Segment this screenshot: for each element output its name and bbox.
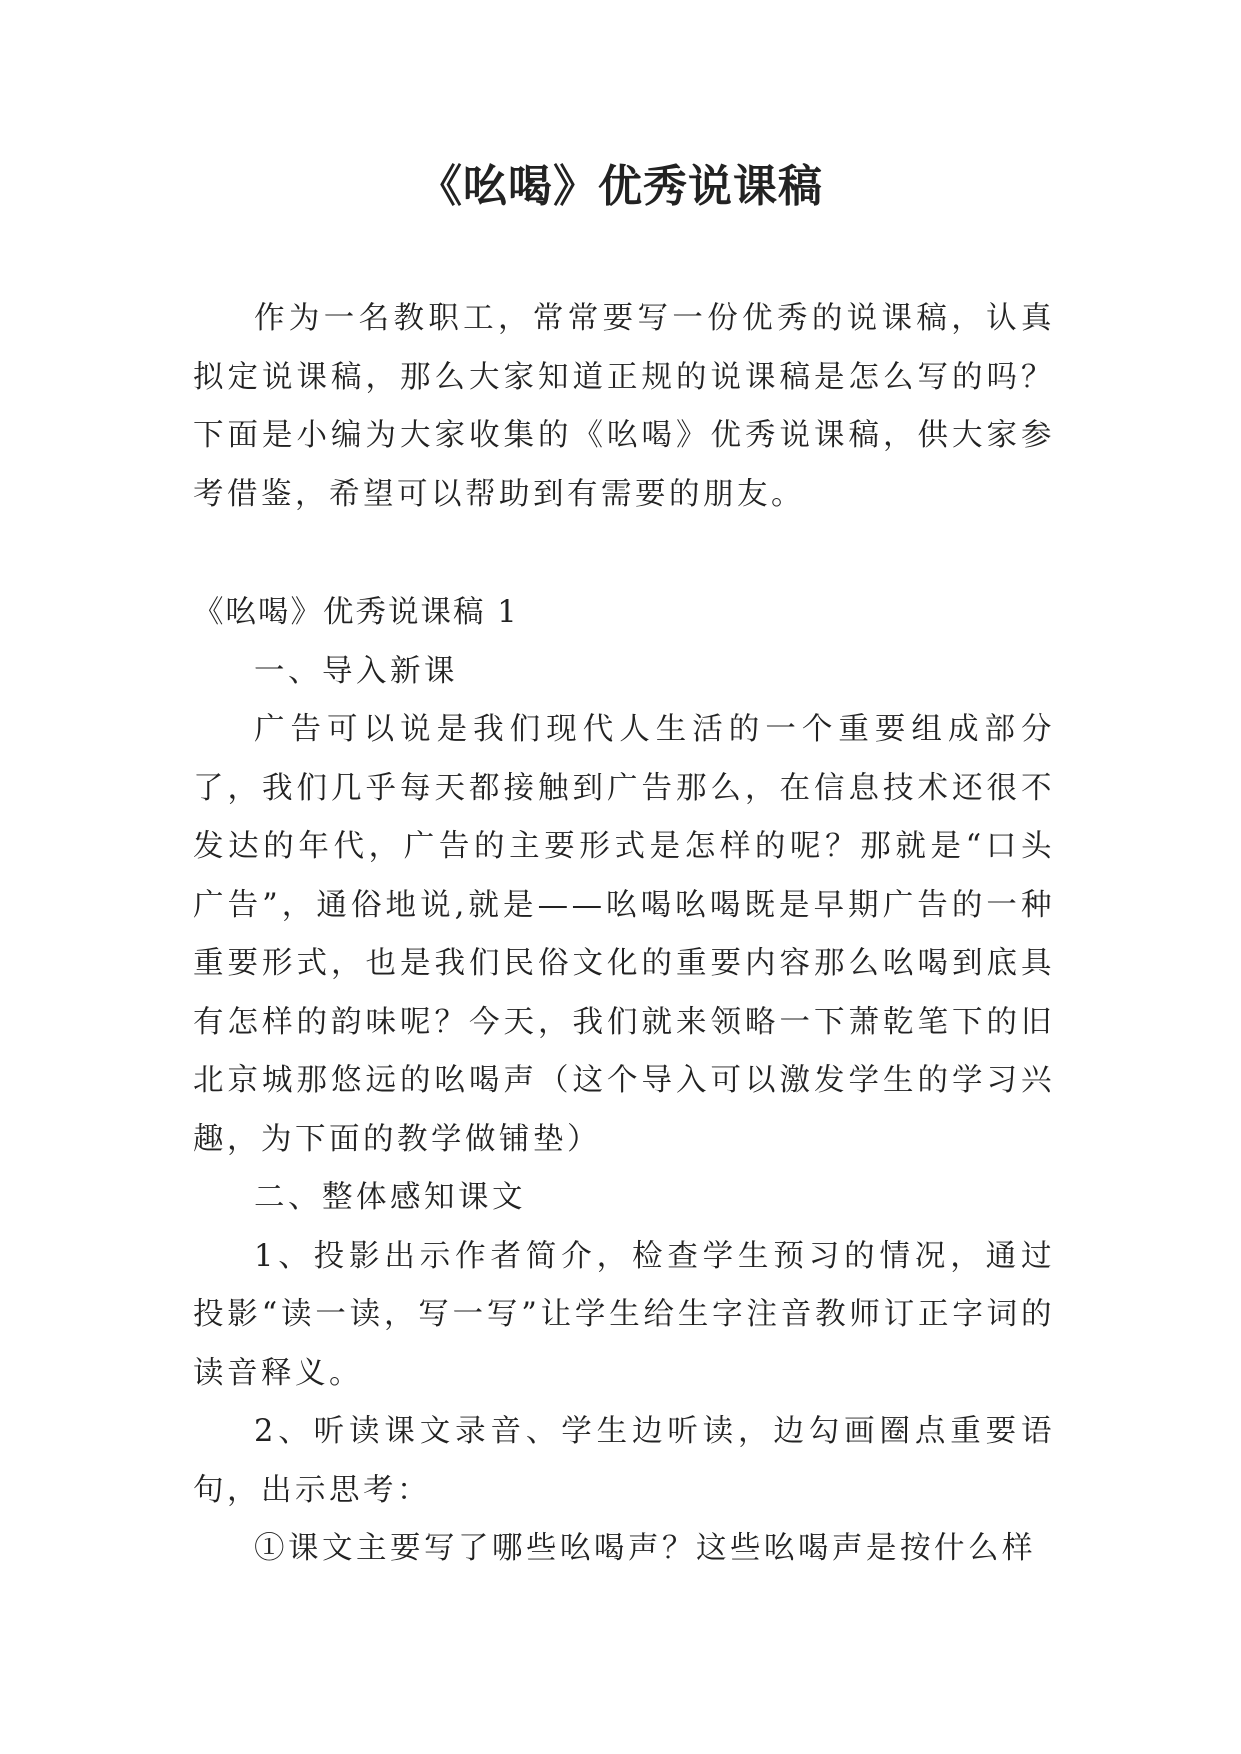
section-heading: 《吆喝》优秀说课稿 1 [193,595,519,630]
item2-paragraph: 2、听读课文录音、学生边听读，边勾画圈点重要语句，出示思考： [193,1414,1055,1508]
document-body [193,290,1055,1579]
part1-paragraph: 广告可以说是我们现代人生活的一个重要组成部分了，我们几乎每天都接触到广告那么，在信息技术还很不发达的年代，广告的主要形式是怎样的呢？那就是“口头广告”，通俗地说,就是——吆喝吆喝既是早期广告的一种重要形式，也是我们民俗文化的重要内容那么吆喝到底具有怎样的韵味呢？今天，我们就来领略一下萧乾笔下的旧北京城那悠远的吆喝声（这个导入可以激发学生的学习兴趣，为下面的教学做铺垫） [193,712,1055,1157]
part1-heading: 一、导入新课 [254,653,458,689]
intro-paragraph: 作为一名教职工，常常要写一份优秀的说课稿，认真拟定说课稿，那么大家知道正规的说课稿是怎么写的吗？下面是小编为大家收集的《吆喝》优秀说课稿，供大家参考借鉴，希望可以帮助到有需要的朋友。 [193,301,1055,512]
document-title: 《吆喝》优秀说课稿 [418,161,823,212]
part2-heading: 二、整体感知课文 [254,1180,526,1215]
item3-paragraph: ①课文主要写了哪些吆喝声？这些吆喝声是按什么样 [254,1531,1036,1566]
item1-paragraph: 1、投影出示作者简介，检查学生预习的情况，通过投影“读一读，写一写”让学生给生字注音教师订正字词的读音释义。 [193,1238,1055,1391]
